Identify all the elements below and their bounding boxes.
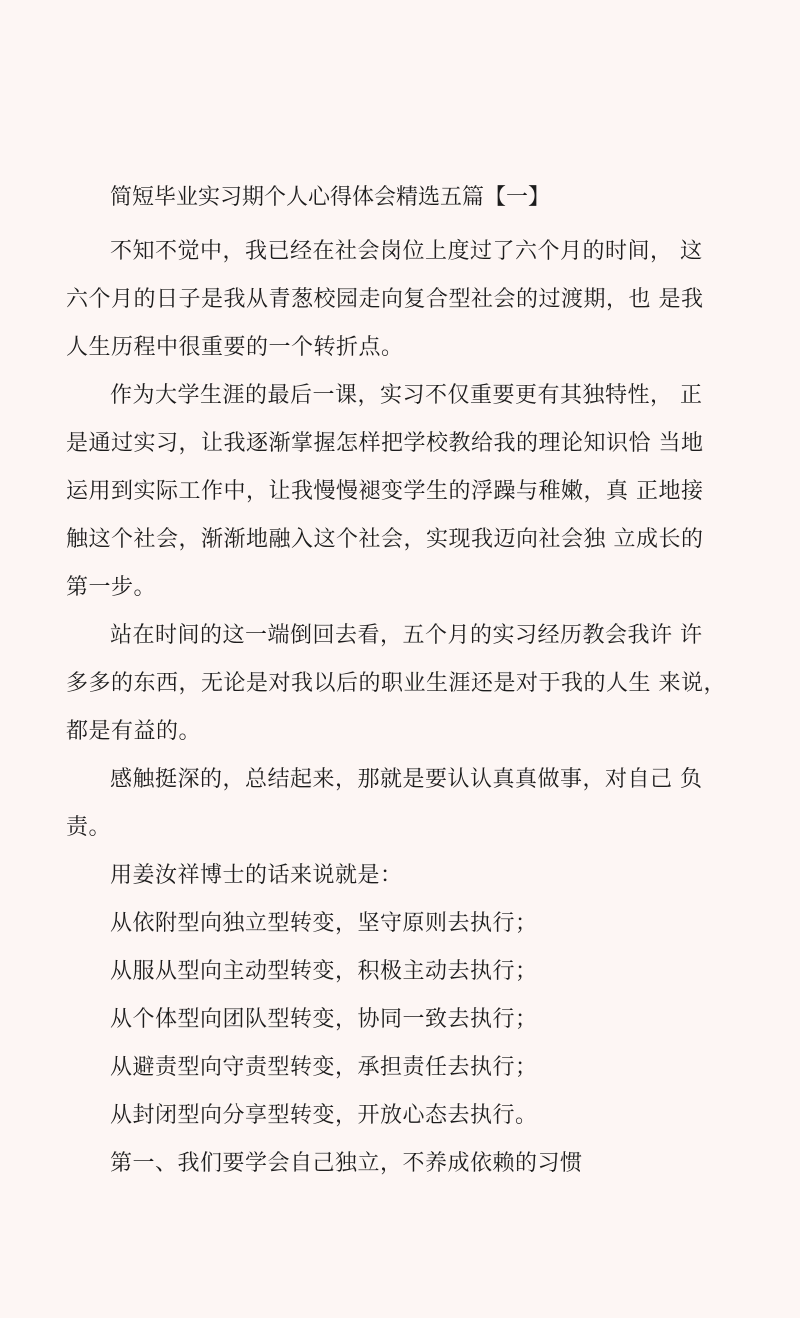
paragraph-line: 第一、我们要学会自己独立，不养成依赖的习惯 [110, 1151, 583, 1176]
paragraph-line: 都是有益的。 [66, 719, 202, 744]
paragraph-line: 从个体型向团队型转变，协同一致去执行； [110, 1007, 538, 1032]
paragraph-line: 感触挺深的，总结起来，那就是要认认真真做事，对自己 负 [110, 767, 703, 792]
paragraph-line: 站在时间的这一端倒回去看，五个月的实习经历教会我许 许 [110, 623, 703, 648]
paragraph-8 [66, 996, 756, 1044]
paragraph-line: 从避责型向守责型转变，承担责任去执行； [110, 1055, 538, 1080]
paragraph-7 [66, 948, 756, 996]
paragraph-6 [66, 900, 756, 948]
paragraph-line: 不知不觉中，我已经在社会岗位上度过了六个月的时间， 这 [110, 239, 703, 264]
paragraph-line: 触这个社会，渐渐地融入这个社会，实现我迈向社会独 立成长的 [66, 527, 704, 552]
paragraph-line: 人生历程中很重要的一个转折点。 [66, 335, 404, 360]
paragraph-line: 六个月的日子是我从青葱校园走向复合型社会的过渡期，也 是我 [66, 287, 704, 312]
paragraph-line: 用姜汝祥博士的话来说就是： [110, 863, 403, 888]
paragraph-line: 从封闭型向分享型转变，开放心态去执行。 [110, 1103, 538, 1128]
paragraph-line: 从服从型向主动型转变，积极主动去执行； [110, 959, 538, 984]
paragraph-line: 从依附型向独立型转变，坚守原则去执行； [110, 911, 538, 936]
paragraph-line: 多多的东西，无论是对我以后的职业生涯还是对于我的人生 来说， [66, 671, 726, 696]
paragraph-line: 第一步。 [66, 575, 157, 600]
paragraph-line: 是通过实习，让我逐渐掌握怎样把学校教给我的理论知识恰 当地 [66, 431, 704, 456]
paragraph-10 [66, 1092, 756, 1140]
paragraph-11 [66, 1140, 756, 1188]
paragraph-3 [66, 612, 756, 756]
document-title: 简短毕业实习期个人心得体会精选五篇【一】 [110, 185, 551, 210]
paragraph-1 [66, 228, 756, 372]
document-body [66, 228, 756, 1188]
paragraph-4 [66, 756, 756, 852]
paragraph-line: 运用到实际工作中，让我慢慢褪变学生的浮躁与稚嫩，真 正地接 [66, 479, 704, 504]
paragraph-9 [66, 1044, 756, 1092]
paragraph-2 [66, 372, 756, 612]
paragraph-line: 责。 [66, 815, 112, 840]
paragraph-5 [66, 852, 756, 900]
paragraph-line: 作为大学生涯的最后一课，实习不仅重要更有其独特性， 正 [110, 383, 703, 408]
